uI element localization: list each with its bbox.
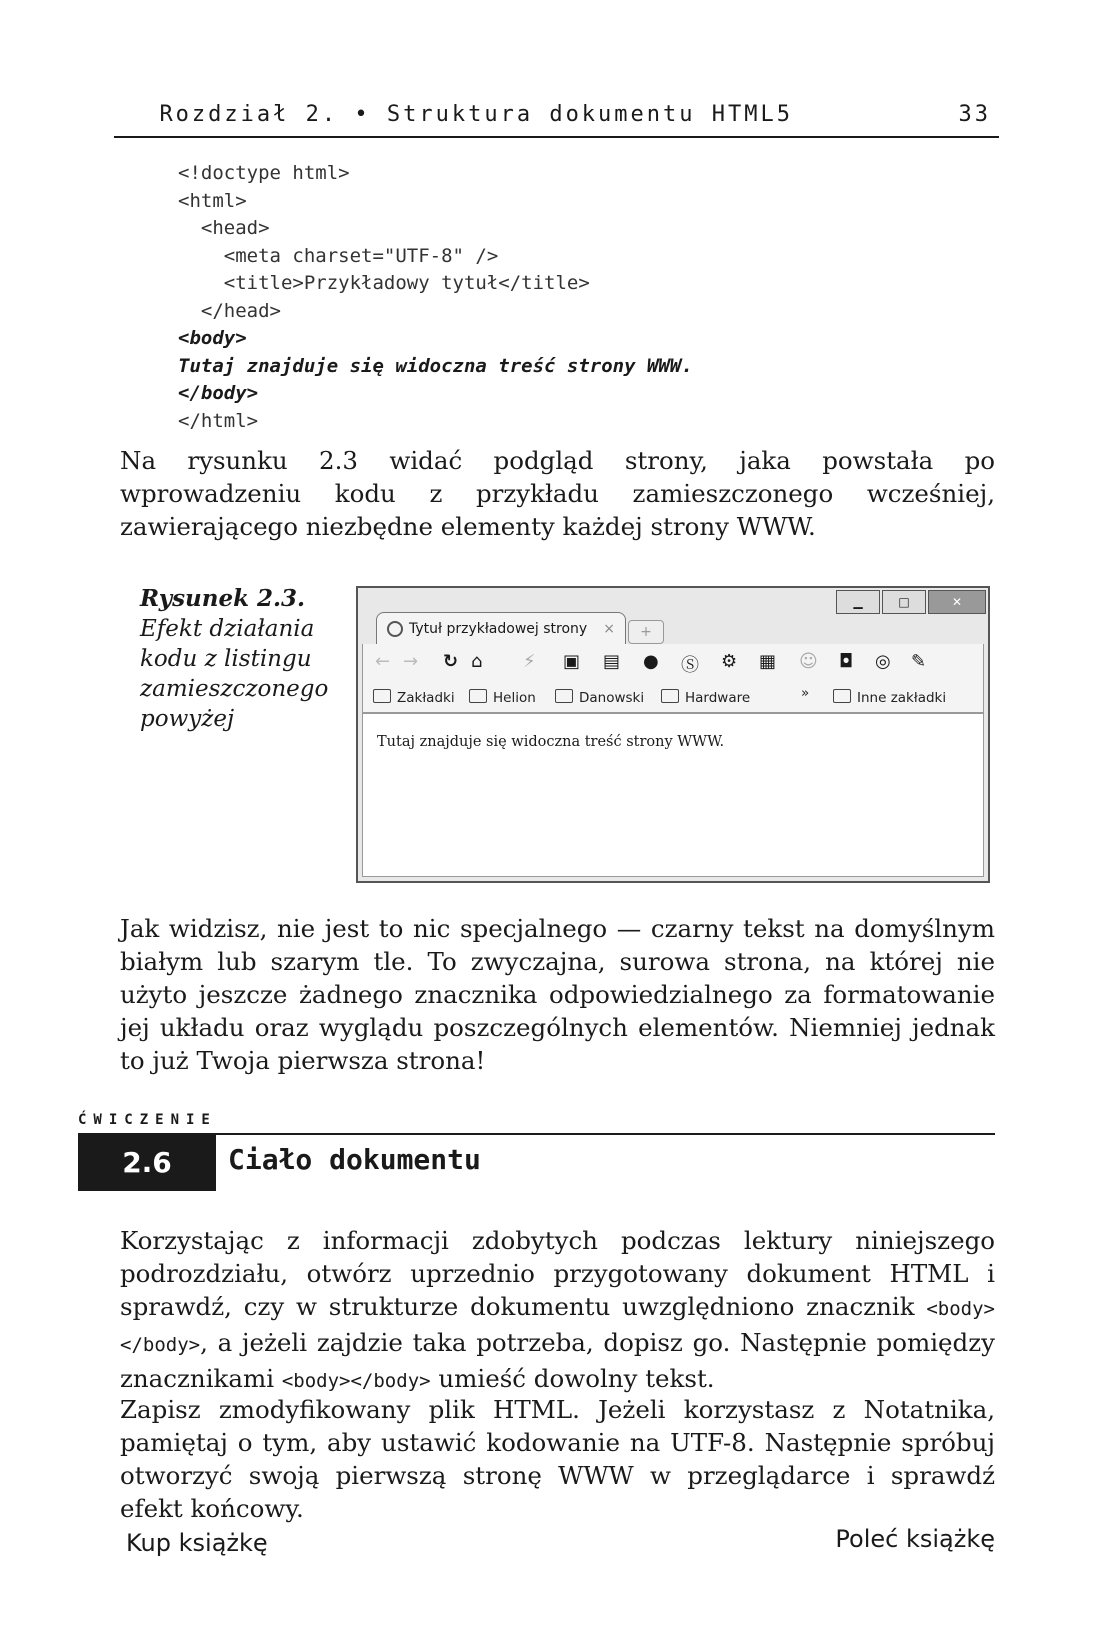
inline-code: <body></body>	[281, 1370, 431, 1392]
paragraph-intro: Na rysunku 2.3 widać podgląd strony, jaka powstała po wprowadzeniu kodu z przykładu zamieszczonego wcześniej, zawierającego niezbędne elementy każdej strony WWW.	[120, 446, 995, 541]
text-run: umieść dowolny tekst.	[430, 1364, 715, 1393]
code-line: </body>	[178, 382, 259, 404]
gear-icon: ⚙	[721, 651, 738, 672]
bookmark-item: Hardware	[661, 689, 750, 706]
paragraph-explanation: Jak widzisz, nie jest to nic specjalnego — czarny tekst na domyślnym białym lub szarym tle. To zwyczajna, surowa strona, na której nie użyto jeszcze żadnego znacznika odpowiedzialnego za formatowanie jej układu oraz wyglądu poszczególnych elementów. Niemniej jednak to już Twoja pierwsza strona!	[120, 914, 995, 1075]
minimize-icon: ▁	[836, 590, 880, 614]
running-header	[114, 100, 999, 138]
folder-icon	[373, 689, 391, 703]
code-line: <meta charset="UTF-8" />	[178, 244, 499, 267]
inline-code: <body></body>	[120, 1298, 995, 1356]
s-extension-icon: Ⓢ	[681, 655, 699, 676]
code-line: Tutaj znajduje się widoczna treść strony WWW.	[178, 354, 693, 377]
new-tab-icon: +	[628, 620, 664, 644]
home-icon: ⌂	[471, 651, 483, 672]
code-line: <head>	[178, 217, 270, 239]
reload-icon: ↻	[443, 651, 459, 672]
paragraph-exercise-save: Zapisz zmodyfikowany plik HTML. Jeżeli korzystasz z Notatnika, pamiętaj o tym, aby ustawić kodowanie na UTF-8. Następnie spróbuj otworzyć swoją pierwszą stronę WWW w przeglądarce i sprawdź efekt końcowy.	[120, 1395, 995, 1523]
bookmark-other: Inne zakładki	[833, 689, 946, 706]
recommend-book-link[interactable]: Poleć książkę	[835, 1525, 995, 1553]
code-line: </html>	[178, 409, 259, 432]
figure-label: Rysunek 2.3.	[140, 585, 306, 612]
text-run: , a jeżeli zajdzie taka potrzeba, dopisz go. Następnie pomiędzy znacznikami	[120, 1328, 995, 1393]
shield-icon: ◘	[839, 651, 854, 672]
exercise-title: Ciało dokumentu	[228, 1143, 481, 1176]
folder-icon	[833, 689, 851, 703]
code-line: <html>	[178, 189, 247, 212]
bookmarks-bar	[362, 682, 984, 713]
chapter-title: Rozdział 2. • Struktura dokumentu HTML5	[159, 102, 793, 127]
rss-icon: ◎	[875, 651, 891, 672]
wrench-icon: ✎	[911, 651, 927, 672]
bookmark-item: Zakładki	[373, 689, 455, 706]
page-text: Tutaj znajduje się widoczna treść strony WWW.	[377, 734, 725, 750]
figure-caption	[140, 584, 340, 734]
exercise-number: 2.6	[78, 1135, 216, 1191]
text-run: Korzystając z informacji zdobytych podczas lektury niniejszego podrozdziału, otwórz uprzednio przygotowany dokument HTML i sprawdź, czy w strukturze dokumentu uwzględniono znacznik	[120, 1226, 995, 1321]
folder-icon	[469, 689, 487, 703]
code-line: <title>Przykładowy tytuł</title>	[178, 272, 590, 294]
exercise-label: ĆWICZENIE	[78, 1112, 217, 1128]
extension-icon: ▣	[563, 651, 581, 672]
smiley-icon: ☺	[799, 651, 818, 672]
back-icon: ←	[375, 651, 391, 672]
figure-caption-text: Efekt działania kodu z listingu zamieszczonego powyżej	[140, 616, 329, 732]
record-icon: ●	[643, 651, 659, 672]
tab-close-icon: ×	[603, 621, 615, 637]
page-number: 33	[958, 102, 991, 127]
folder-icon	[661, 689, 679, 703]
close-icon: ✕	[928, 590, 986, 614]
buy-book-link[interactable]: Kup książkę	[126, 1529, 268, 1557]
globe-icon	[387, 621, 403, 637]
page-viewport	[362, 713, 984, 877]
bolt-icon: ⚡	[523, 651, 536, 672]
code-line: </head>	[178, 299, 281, 322]
bookmarks-more-icon: »	[801, 685, 810, 701]
translate-icon: ▤	[603, 651, 621, 672]
bookmark-item: Danowski	[555, 689, 644, 706]
paragraph-exercise-task	[120, 1224, 995, 1398]
forward-icon: →	[403, 651, 419, 672]
code-listing	[178, 160, 693, 435]
code-line: <!doctype html>	[178, 162, 350, 184]
browser-toolbar	[362, 644, 984, 682]
bookmark-item: Helion	[469, 689, 536, 706]
tab-title: Tytuł przykładowej strony	[409, 621, 588, 637]
monitor-icon: ▦	[759, 651, 777, 672]
window-controls	[834, 590, 986, 614]
code-line: <body>	[178, 327, 247, 349]
maximize-icon: □	[882, 590, 926, 614]
folder-icon	[555, 689, 573, 703]
browser-screenshot	[356, 586, 990, 883]
browser-tab	[376, 612, 626, 644]
